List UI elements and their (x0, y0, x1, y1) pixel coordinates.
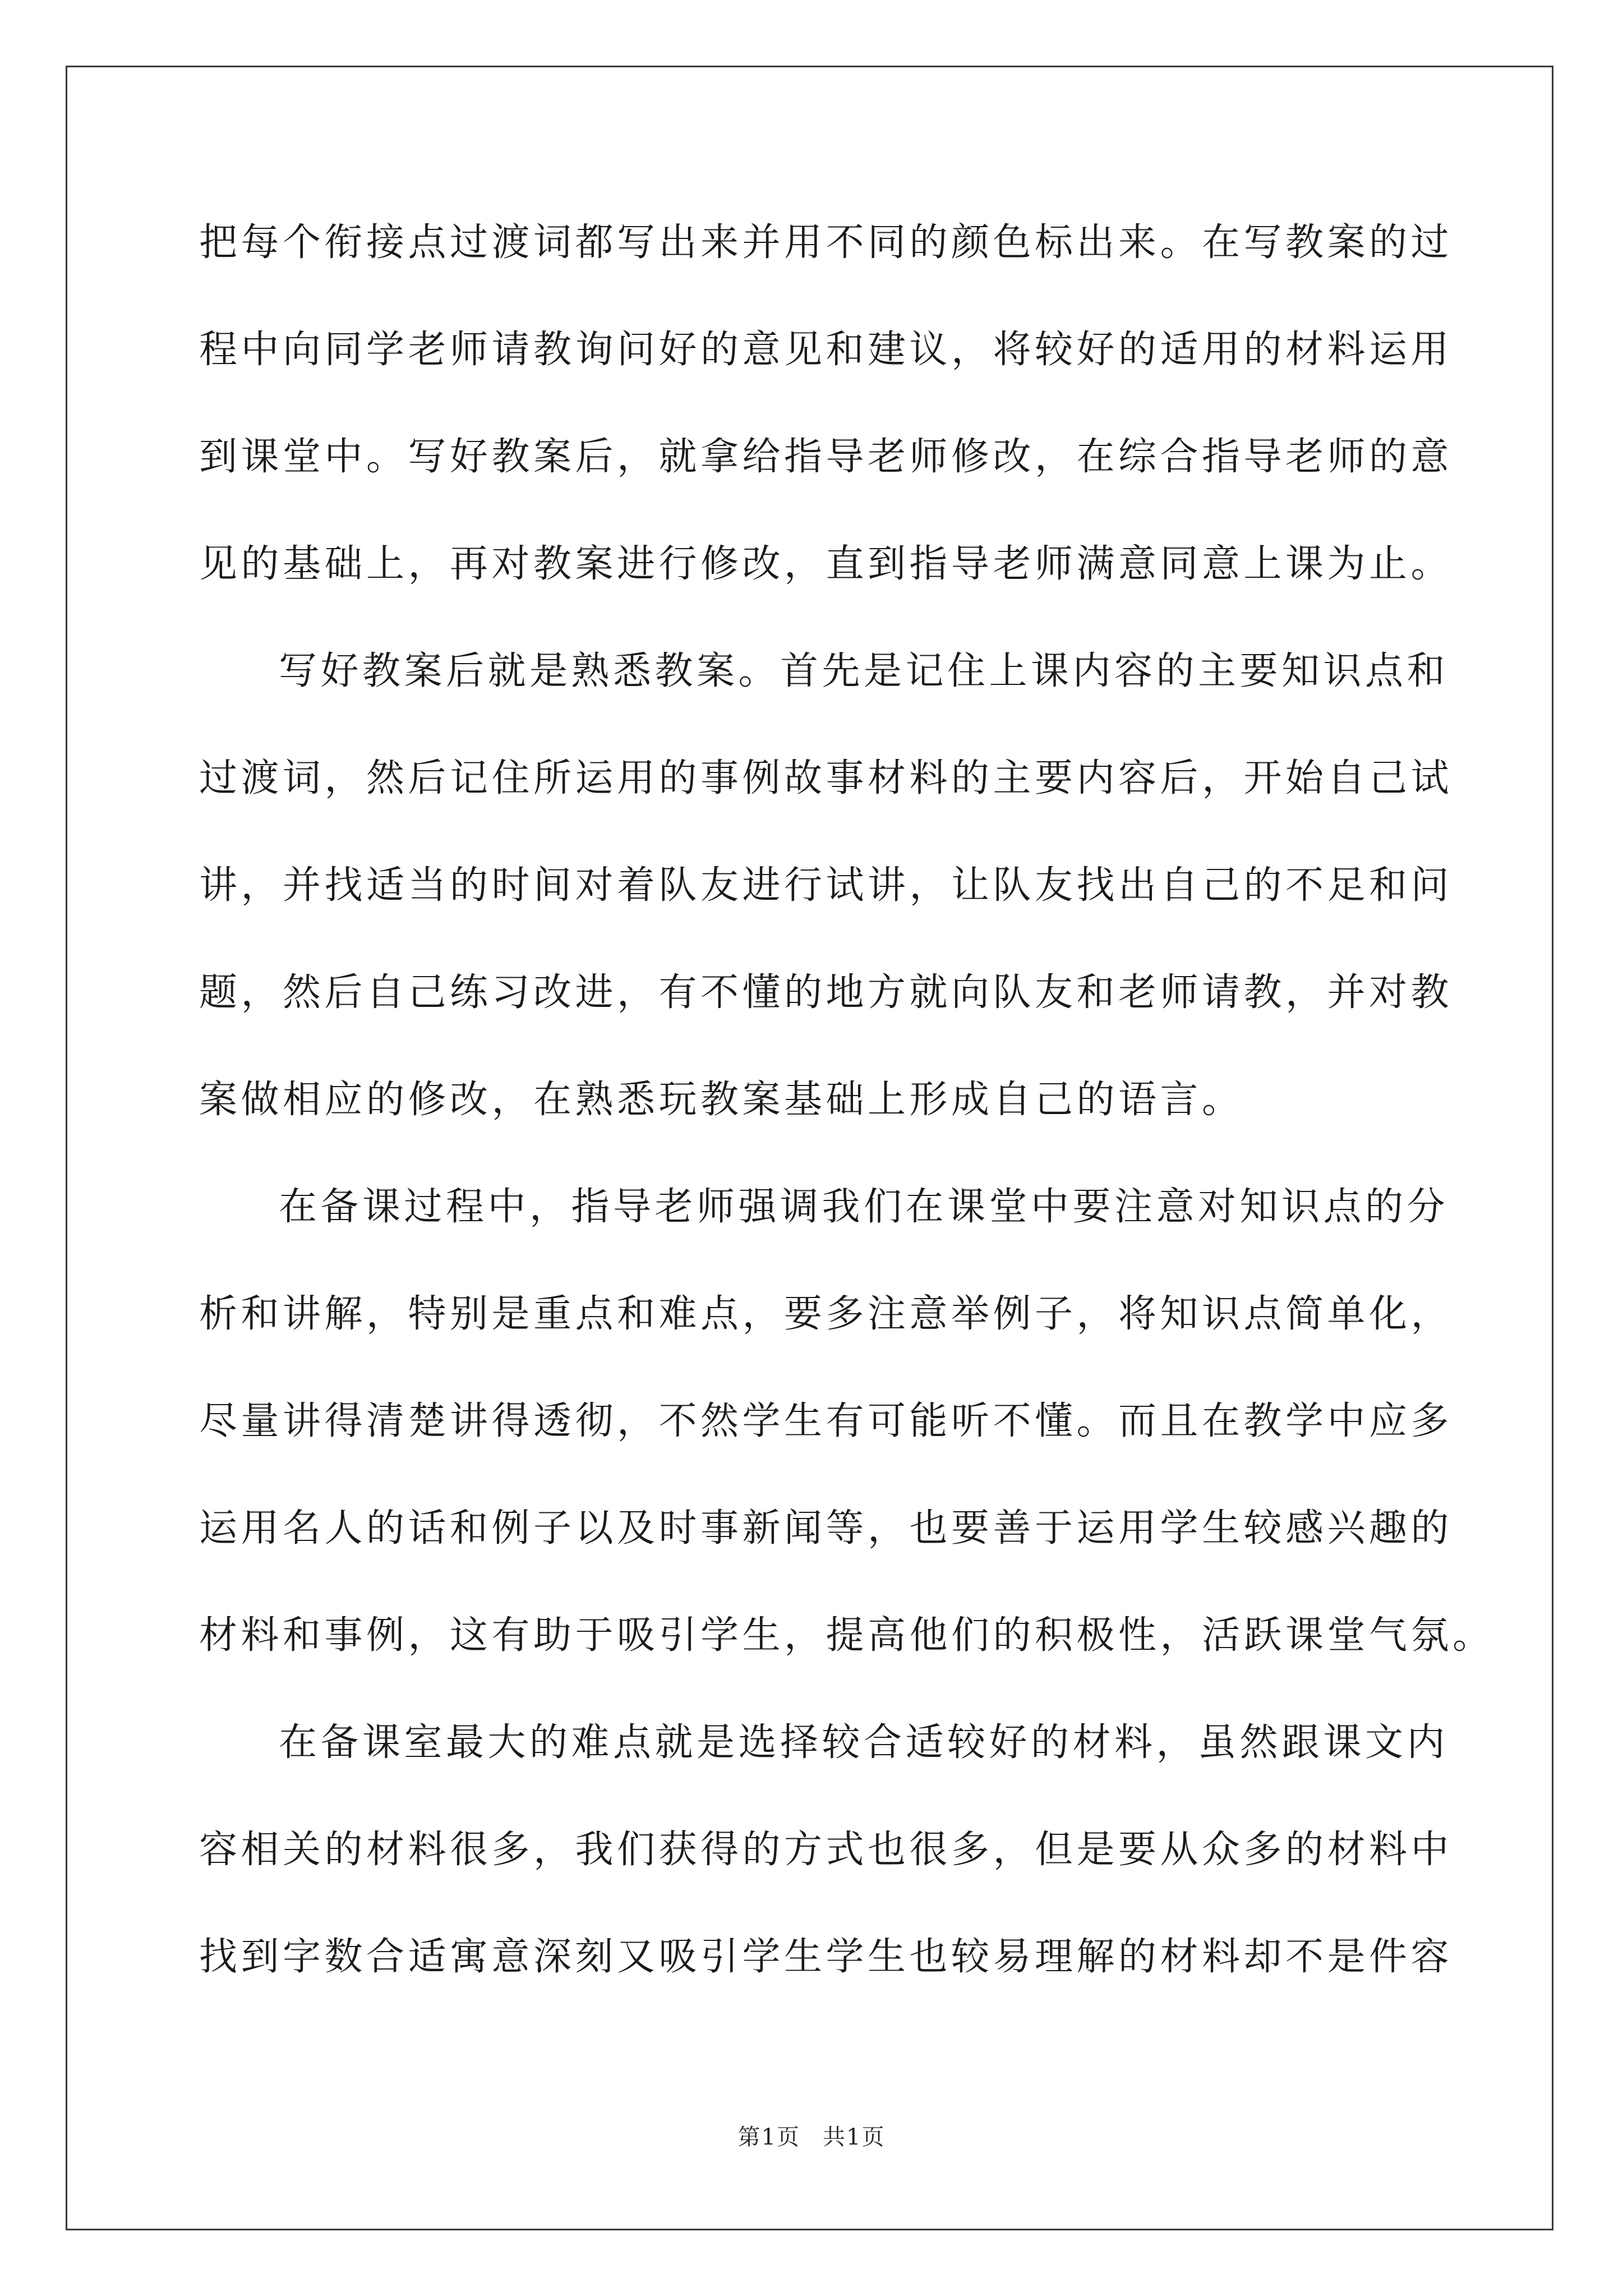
text-line: 析和讲解，特别是重点和难点，要多注意举例子，将知识点简单化， (199, 1292, 1453, 1336)
text-line: 找到字数合适寓意深刻又吸引学生学生也较易理解的材料却不是件容 (199, 1935, 1453, 1979)
page-number: 第1页 (737, 2124, 800, 2150)
paragraph-first-line: 在备课室最大的难点就是选择较合适较好的材料，虽然跟课文内 (279, 1720, 1449, 1765)
text-line: 讲，并找适当的时间对着队友进行试讲，让队友找出自己的不足和问 (199, 863, 1453, 908)
text-line: 案做相应的修改，在熟悉玩教案基础上形成自己的语言。 (199, 1078, 1244, 1122)
page-footer (0, 2122, 1623, 2153)
document-body (199, 216, 1495, 2037)
text-line: 材料和事例，这有助于吸引学生，提高他们的积极性，活跃课堂气氛。 (199, 1613, 1495, 1658)
text-line: 过渡词，然后记住所运用的事例故事材料的主要内容后，开始自己试 (199, 756, 1453, 800)
text-line: 见的基础上，再对教案进行修改，直到指导老师满意同意上课为止。 (199, 542, 1453, 586)
text-line: 把每个衔接点过渡词都写出来并用不同的颜色标出来。在写教案的过 (199, 220, 1453, 265)
page-total: 共1页 (823, 2124, 886, 2150)
paragraph-first-line: 在备课过程中，指导老师强调我们在课堂中要注意对知识点的分 (279, 1185, 1449, 1229)
text-line: 容相关的材料很多，我们获得的方式也很多，但是要从众多的材料中 (199, 1828, 1453, 1872)
text-line: 程中向同学老师请教询问好的意见和建议，将较好的适用的材料运用 (199, 328, 1453, 372)
paragraph-first-line: 写好教案后就是熟悉教案。首先是记住上课内容的主要知识点和 (279, 649, 1449, 693)
text-line: 题，然后自己练习改进，有不懂的地方就向队友和老师请教，并对教 (199, 970, 1453, 1015)
text-line: 尽量讲得清楚讲得透彻，不然学生有可能听不懂。而且在教学中应多 (199, 1399, 1453, 1443)
text-line: 到课堂中。写好教案后，就拿给指导老师修改，在综合指导老师的意 (199, 435, 1453, 479)
text-line: 运用名人的话和例子以及时事新闻等，也要善于运用学生较感兴趣的 (199, 1506, 1453, 1550)
